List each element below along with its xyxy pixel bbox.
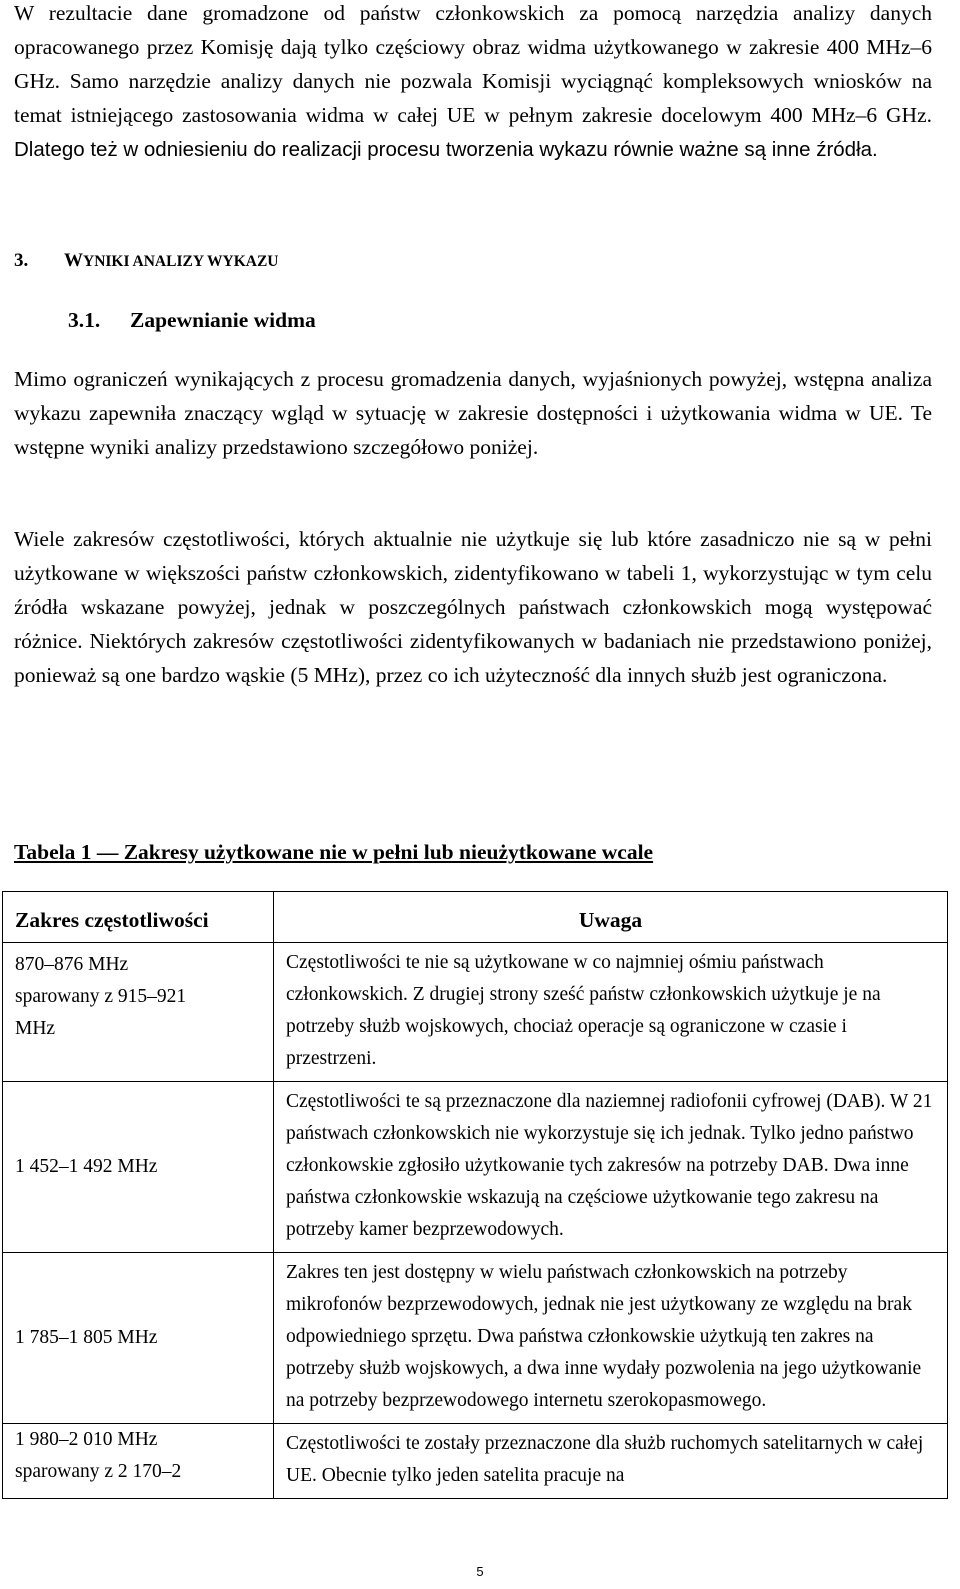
table-row: [3, 1082, 948, 1253]
intro-text-serif: W rezultacie dane gromadzone od państw członkowskich za pomocą narzędzia analizy danych opracowanego przez Komisję dają tylko częściowy obraz widma użytkowanego w zakresie 400 MHz–6 GHz. Samo narzędzie analizy danych nie pozwala Komisji wyciągnąć kompleksowych wniosków na temat istniejącego zastosowania widma w całej UE w pełnym zakresie docelowym 400 MHz–6 GHz.: [14, 1, 932, 127]
subsection-number: 3.1.: [68, 308, 101, 332]
range-cell: [3, 1082, 274, 1253]
note-cell: Częstotliwości te nie są użytkowane w co najmniej ośmiu państwach członkowskich. Z drugiej strony sześć państw członkowskich użytkuje je na potrzeby służb wojskowych, chociaż operacje są ograniczone w czasie i przestrzeni.: [274, 943, 948, 1082]
table-header-range: Zakres częstotliwości: [3, 892, 274, 943]
section-number: 3.: [14, 250, 29, 271]
table-row: [3, 1424, 948, 1499]
intro-text-sans: Dlatego też w odniesieniu do realizacji procesu tworzenia wykazu równie ważne są inne źródła.: [14, 138, 878, 161]
note-cell: Częstotliwości te są przeznaczone dla naziemnej radiofonii cyfrowej (DAB). W 21 państwach członkowskich nie wykorzystuje się ich jednak. Tylko jedno państwo członkowskie zgłosiło użytkowanie tych zakresów na potrzeby DAB. Dwa inne państwa członkowskie wskazują na częściowe użytkowanie tego zakresu na potrzeby kamer bezprzewodowych.: [274, 1082, 948, 1253]
range-line: 870–876 MHz: [15, 954, 129, 975]
range-line: sparowany z 2 170–2: [15, 1461, 182, 1482]
range-line: 1 452–1 492 MHz: [15, 1156, 158, 1177]
subsection-title: Zapewnianie widma: [130, 308, 316, 332]
table-caption: Tabela 1 — Zakresy użytkowane nie w pełni lub nieużytkowane wcale: [14, 840, 654, 864]
note-cell: Częstotliwości te zostały przeznaczone dla służb ruchomych satelitarnych w całej UE. Obecnie tylko jeden satelita pracuje na: [274, 1424, 948, 1499]
body-paragraph-1: Mimo ograniczeń wynikających z procesu gromadzenia danych, wyjaśnionych powyżej, wstępna analiza wykazu zapewniła znaczący wgląd w sytuację w zakresie dostępności i użytkowania widma w UE. Te wstępne wyniki analizy przedstawiono szczegółowo poniżej.: [14, 367, 932, 459]
range-cell: [3, 943, 274, 1082]
table-row: [3, 943, 948, 1082]
range-line: 1 785–1 805 MHz: [15, 1327, 158, 1348]
subsection-heading: [68, 308, 316, 333]
section-title-initial: W: [64, 250, 83, 271]
range-cell: [3, 1253, 274, 1424]
range-cell: [3, 1424, 274, 1499]
section-title-rest: YNIKI ANALIZY WYKAZU: [83, 253, 279, 270]
table-header-note: Uwaga: [274, 892, 948, 943]
page-number: 5: [476, 1564, 484, 1579]
note-cell: Zakres ten jest dostępny w wielu państwach członkowskich na potrzeby mikrofonów bezprzewodowych, jednak nie jest użytkowany ze względu na brak odpowiedniego sprzętu. Dwa państwa członkowskie użytkują ten zakres na potrzeby służb wojskowych, a dwa inne wydały pozwolenia na jego użytkowanie na potrzeby bezprzewodowego internetu szerokopasmowego.: [274, 1253, 948, 1424]
frequency-table: [2, 891, 948, 1499]
range-line: sparowany z 915–921: [15, 986, 187, 1007]
body-paragraph-2: Wiele zakresów częstotliwości, których aktualnie nie użytkuje się lub które zasadniczo nie są w pełni użytkowane w większości państw członkowskich, zidentyfikowano w tabeli 1, wykorzystując w tym celu źródła wskazane powyżej, jednak w poszczególnych państwach członkowskich mogą występować różnice. Niektórych zakresów częstotliwości zidentyfikowanych w badaniach nie przedstawiono poniżej, ponieważ są one bardzo wąskie (5 MHz), przez co ich użyteczność dla innych służb jest ograniczona.: [14, 527, 932, 687]
table-row: [3, 1253, 948, 1424]
range-line: MHz: [15, 1018, 56, 1039]
range-line: 1 980–2 010 MHz: [15, 1429, 158, 1450]
table-header-row: [3, 892, 948, 943]
section-heading: [14, 250, 279, 272]
intro-paragraph: [14, 0, 932, 167]
